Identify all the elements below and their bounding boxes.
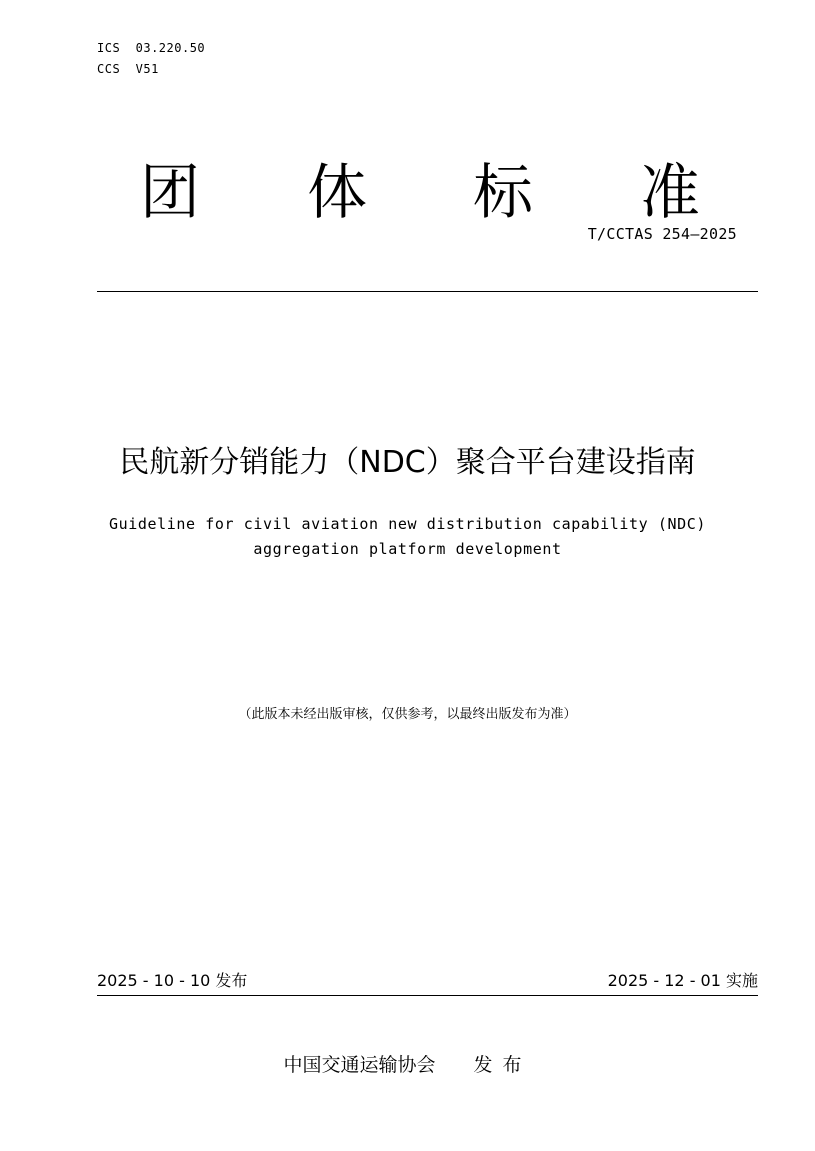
document-title-chinese: 民航新分销能力（NDC）聚合平台建设指南 xyxy=(119,445,696,480)
publisher-action: 发布 xyxy=(473,1054,532,1076)
standard-type-char: 团 xyxy=(140,158,200,228)
document-title-english-line2: aggregation platform development xyxy=(253,540,562,558)
draft-note: （此版本未经出版审核，仅供参考，以最终出版发布为准） xyxy=(238,707,577,722)
publish-date: 2025 - 10 - 10 发布 xyxy=(97,971,248,990)
standard-type-char: 准 xyxy=(640,158,700,228)
ccs-code: CCS V51 xyxy=(97,62,159,76)
standard-type-char: 体 xyxy=(307,158,367,228)
standard-number: T/CCTAS 254—2025 xyxy=(587,225,737,243)
standard-type-char: 标 xyxy=(473,158,533,228)
ics-code: ICS 03.220.50 xyxy=(97,41,206,55)
document-title-english-line1: Guideline for civil aviation new distribution capability (NDC) xyxy=(108,515,707,533)
bottom-divider xyxy=(97,995,758,996)
top-divider xyxy=(97,291,758,292)
implement-date: 2025 - 12 - 01 实施 xyxy=(607,971,758,990)
publisher-line xyxy=(0,1052,815,1078)
publisher-organization: 中国交通运输协会 xyxy=(283,1054,436,1076)
